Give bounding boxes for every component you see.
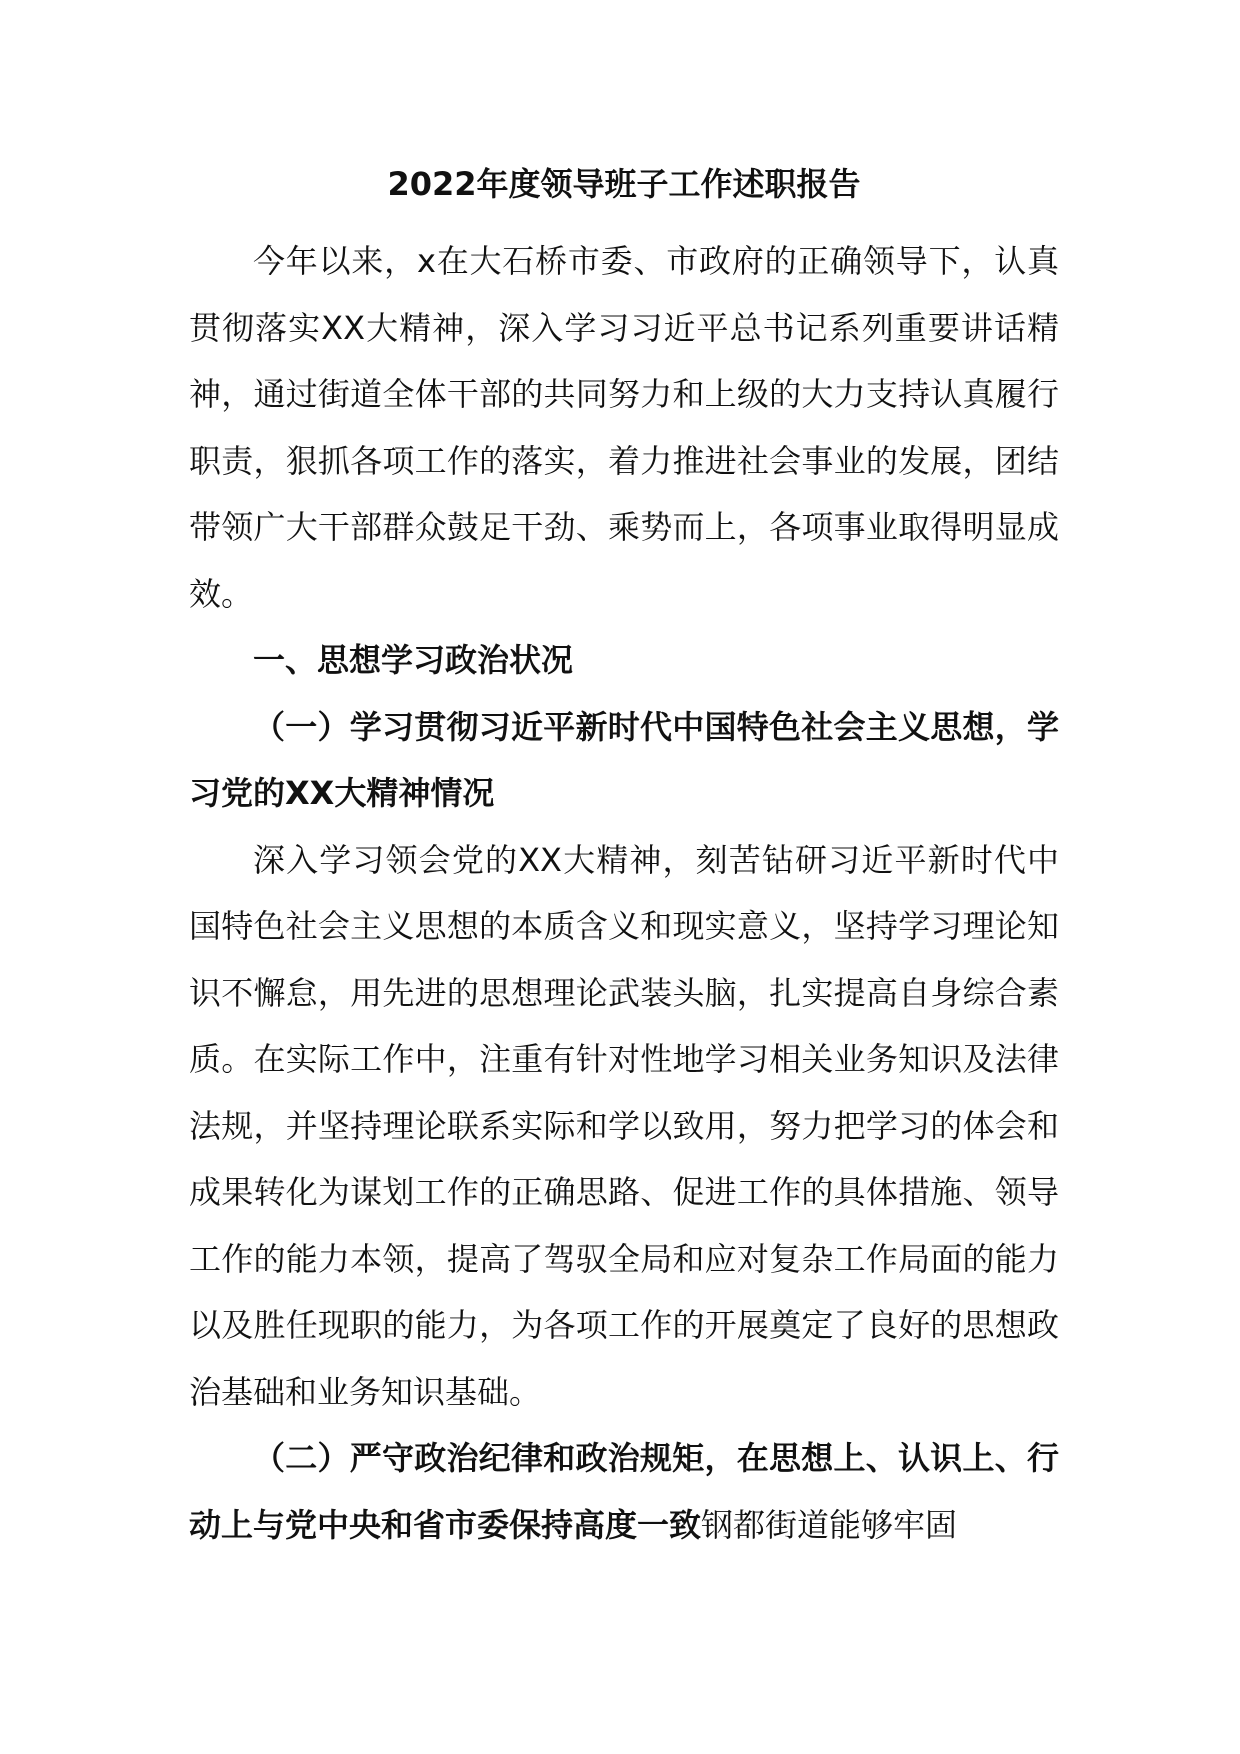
document-title: 2022年度领导班子工作述职报告 [387, 165, 861, 203]
intro-paragraph: 今年以来，x在大石桥市委、市政府的正确领导下，认真贯彻落实XX大精神，深入学习习近平总书记系列重要讲话精神，通过街道全体干部的共同努力和上级的大力支持认真履行职责，狠抓各项工作的落实，着力推进社会事业的发展，团结带领广大干部群众鼓足干劲、乘势而上，各项事业取得明显成效。 [189, 242, 1059, 613]
subsection-1-heading: （一）学习贯彻习近平新时代中国特色社会主义思想，学习党的XX大精神情况 [189, 707, 1059, 812]
subsection-1-paragraph: 深入学习领会党的XX大精神，刻苦钻研习近平新时代中国特色社会主义思想的本质含义和现实意义，坚持学习理论知识不懈怠，用先进的思想理论武装头脑，扎实提高自身综合素质。在实际工作中，注重有针对性地学习相关业务知识及法律法规，并坚持理论联系实际和学以致用，努力把学习的体会和成果转化为谋划工作的正确思路、促进工作的具体措施、领导工作的能力本领，提高了驾驭全局和应对复杂工作局面的能力以及胜任现职的能力，为各项工作的开展奠定了良好的思想政治基础和业务知识基础。 [189, 840, 1059, 1411]
subsection-2-paragraph [189, 1425, 1059, 1558]
section-1-heading: 一、思想学习政治状况 [253, 641, 574, 679]
document-body [189, 228, 1059, 1558]
subsection-2-heading: （二）严守政治纪律和政治规矩，在思想上、认识上、行动上与党中央和省市委保持高度一致 [189, 1439, 1059, 1544]
subsection-2-text: 钢都街道能够牢固 [701, 1505, 958, 1544]
